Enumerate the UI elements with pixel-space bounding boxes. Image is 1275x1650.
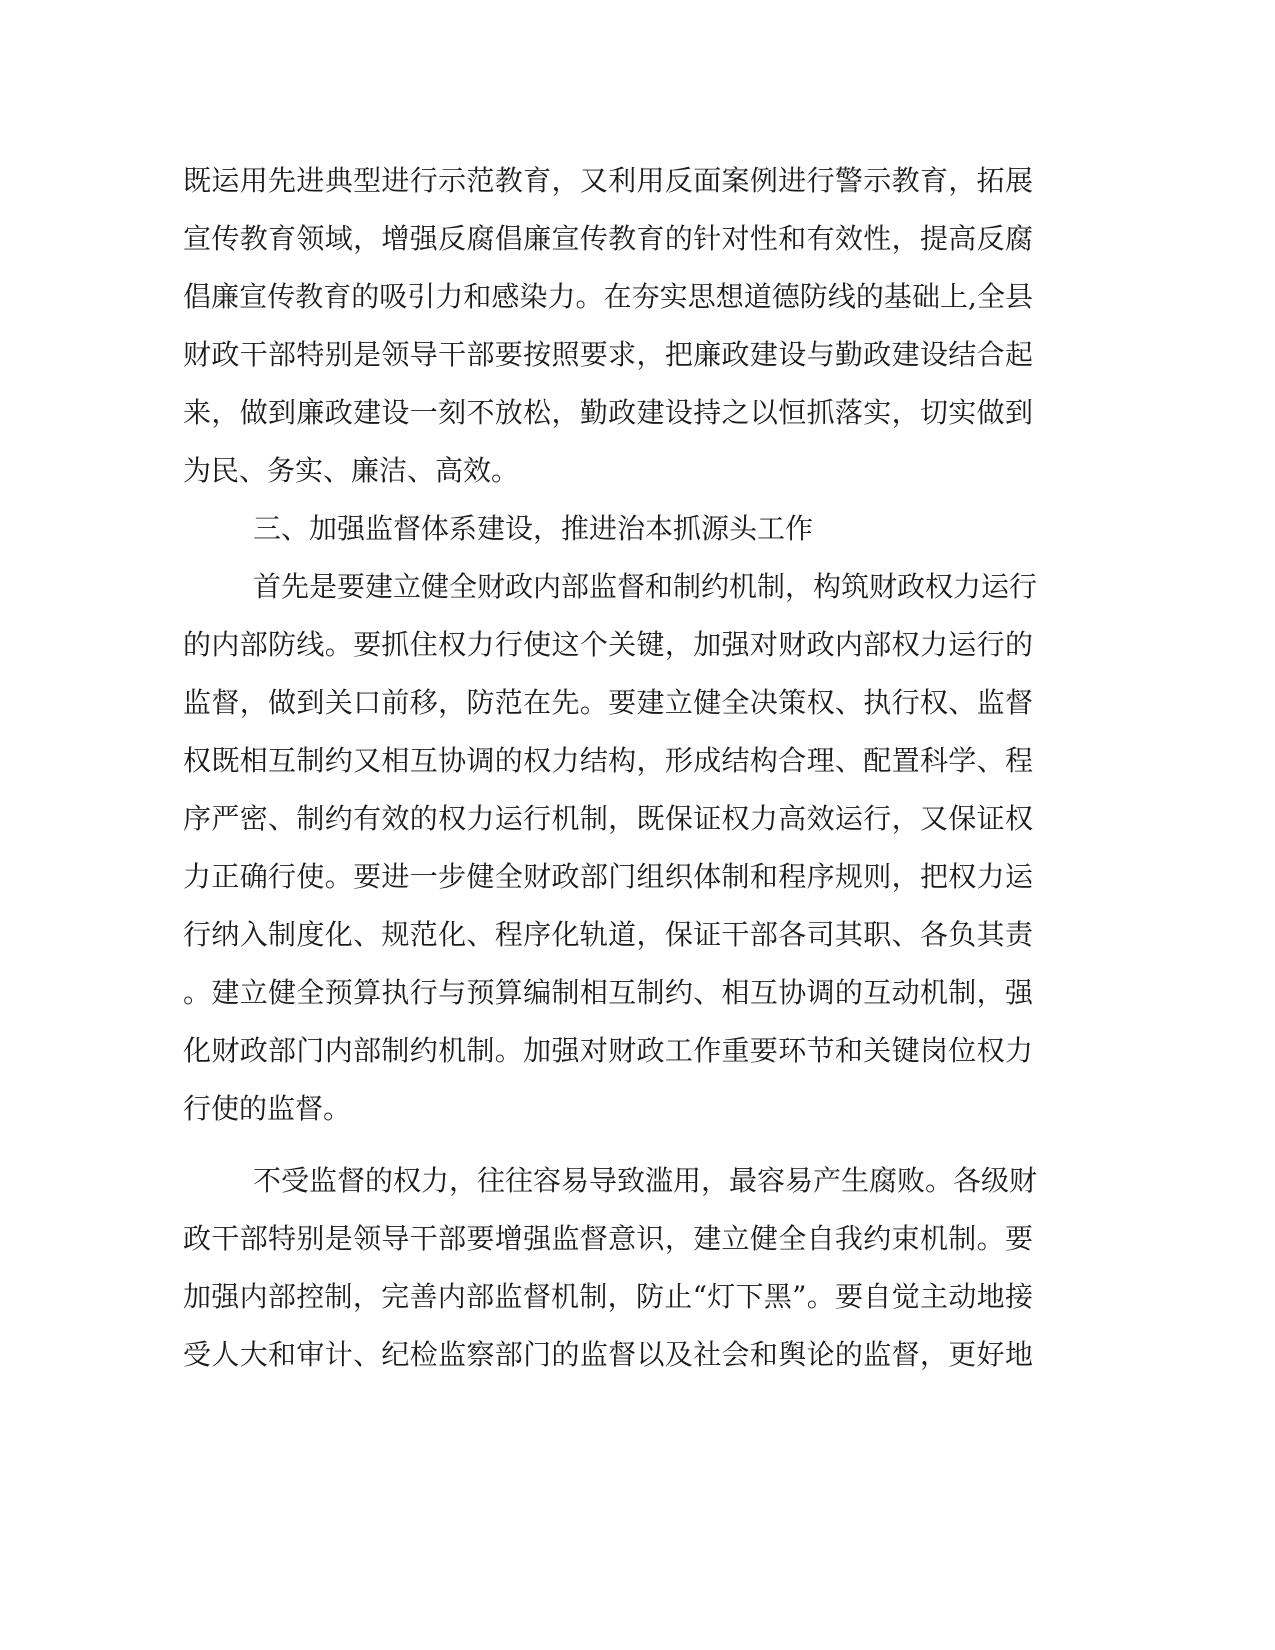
text-line: 化财政部门内部制约机制。加强对财政工作重要环节和关键岗位权力: [183, 1034, 1033, 1067]
text-line: 力正确行使。要进一步健全财政部门组织体制和程序规则，把权力运: [183, 860, 1033, 893]
paragraph: [183, 1158, 1038, 1390]
section-heading: [183, 506, 1033, 564]
text-line: 的内部防线。要抓住权力行使这个关键，加强对财政内部权力运行的: [183, 628, 1033, 661]
text-line: 首先是要建立健全财政内部监督和制约机制，构筑财政权力运行: [253, 570, 1038, 603]
text-line: 权既相互制约又相互协调的权力结构，形成结构合理、配置科学、程: [183, 744, 1033, 777]
text-line: 来，做到廉政建设一刻不放松，勤政建设持之以恒抓落实，切实做到: [183, 396, 1033, 429]
paragraph: [183, 158, 1033, 506]
text-line: 不受监督的权力，往往容易导致滥用，最容易产生腐败。各级财: [253, 1164, 1038, 1197]
text-line: 受人大和审计、纪检监察部门的监督以及社会和舆论的监督，更好地: [183, 1338, 1033, 1371]
text-line: 监督，做到关口前移，防范在先。要建立健全决策权、执行权、监督: [183, 686, 1033, 719]
text-line: 行纳入制度化、规范化、程序化轨道，保证干部各司其职、各负其责: [183, 918, 1033, 951]
text-line: 政干部特别是领导干部要增强监督意识，建立健全自我约束机制。要: [183, 1222, 1033, 1255]
heading-text: 三、加强监督体系建设，推进治本抓源头工作: [253, 512, 814, 545]
paragraph-gap: [183, 1144, 1033, 1158]
text-line: 为民、务实、廉洁、高效。: [183, 454, 520, 487]
text-line: 行使的监督。: [183, 1092, 352, 1125]
text-line: 倡廉宣传教育的吸引力和感染力。在夯实思想道德防线的基础上,全县: [183, 280, 1033, 313]
text-line: 财政干部特别是领导干部要按照要求，把廉政建设与勤政建设结合起: [183, 338, 1033, 371]
document-body: [183, 158, 1038, 1390]
text-line: 宣传教育领域，增强反腐倡廉宣传教育的针对性和有效性，提高反腐: [183, 222, 1033, 255]
text-line: 。建立健全预算执行与预算编制相互制约、相互协调的互动机制，强: [183, 976, 1033, 1009]
text-line: 加强内部控制，完善内部监督机制，防止“灯下黑”。要自觉主动地接: [183, 1280, 1033, 1313]
text-line: 既运用先进典型进行示范教育，又利用反面案例进行警示教育，拓展: [183, 164, 1033, 197]
paragraph: [183, 564, 1038, 1144]
text-line: 序严密、制约有效的权力运行机制，既保证权力高效运行，又保证权: [183, 802, 1033, 835]
